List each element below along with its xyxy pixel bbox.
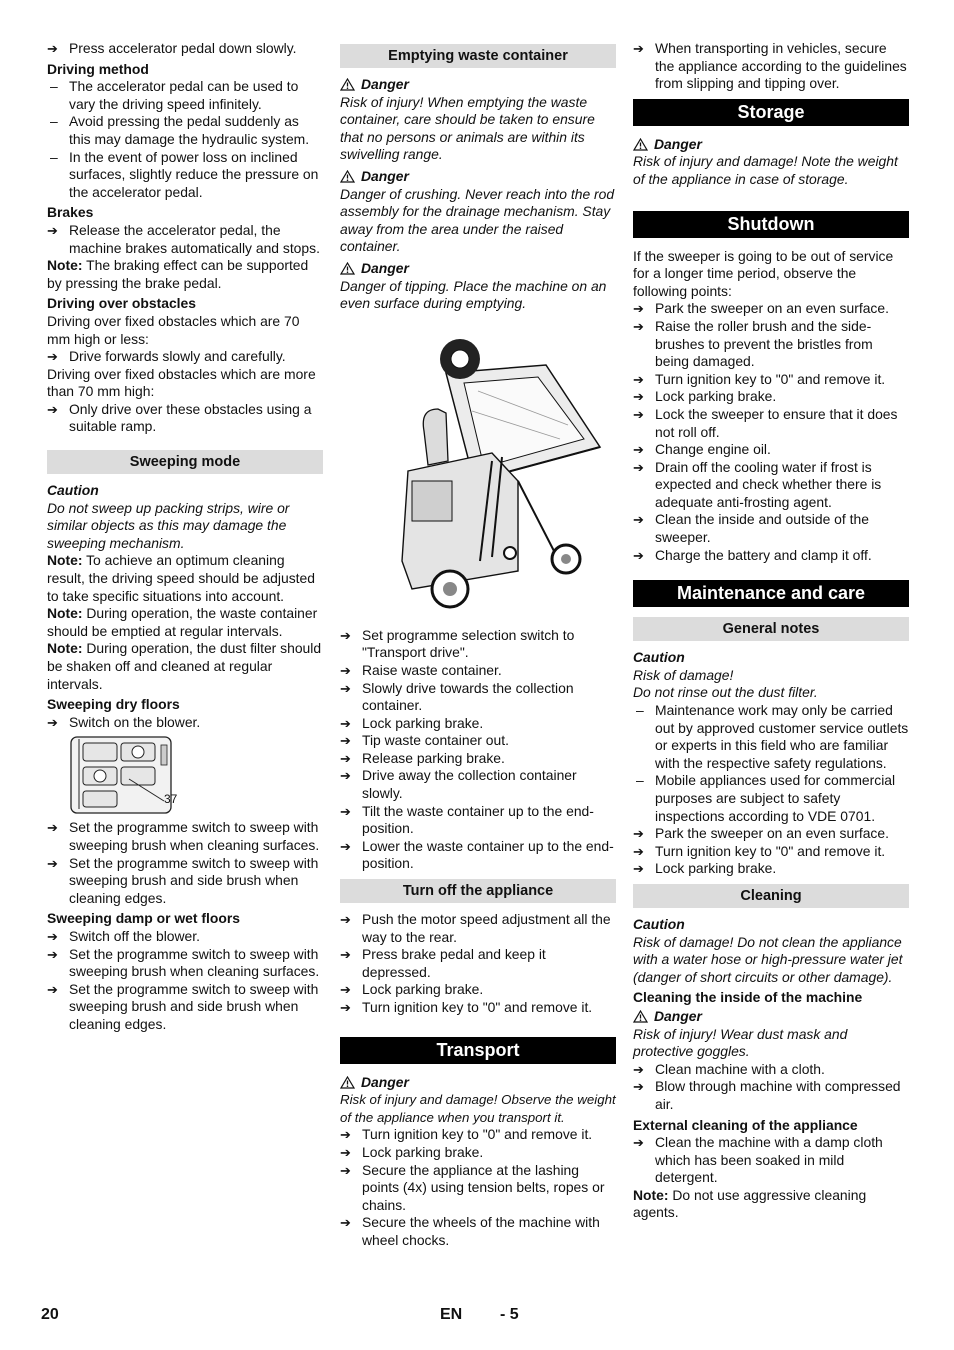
step-item: ➔ Only drive over these obstacles using a suitable ramp. bbox=[47, 400, 312, 435]
step-item: ➔ Drive forwards slowly and carefully. bbox=[47, 348, 286, 365]
step-item: ➔ When transporting in vehicles, secure the appliance according to the guidelines from slipping and tipping over. bbox=[633, 40, 907, 92]
arrow-icon: ➔ bbox=[633, 301, 644, 317]
step-item: ➔ Turn ignition key to "0" and remove it. bbox=[340, 999, 593, 1015]
step-item: ➔ Lock parking brake. bbox=[340, 981, 484, 998]
dash-icon: – bbox=[50, 113, 58, 130]
caution-label: Caution bbox=[633, 649, 685, 666]
control-panel-illustration bbox=[69, 735, 323, 817]
warning-triangle-icon bbox=[633, 1010, 648, 1023]
arrow-icon: ➔ bbox=[340, 662, 351, 678]
step-item: ➔ Set the programme switch to sweep with sweeping brush and side brush when cleaning edges. bbox=[47, 980, 319, 1032]
arrow-icon: ➔ bbox=[340, 680, 351, 696]
step-item: ➔ Raise waste container. bbox=[340, 661, 502, 678]
step-item: ➔ Drive away the collection container slowly. bbox=[340, 767, 577, 802]
list-item: – Maintenance work may only be carried out by approved customer service outlets or experts in this field who are familiar with the respective safety regulations. bbox=[636, 702, 909, 771]
arrow-icon: ➔ bbox=[633, 1079, 644, 1095]
danger-label: Danger bbox=[340, 76, 616, 94]
list-item: – The accelerator pedal can be used to vary the driving speed infinitely. bbox=[50, 78, 299, 112]
arrow-icon: ➔ bbox=[340, 750, 351, 766]
arrow-icon: ➔ bbox=[340, 1162, 351, 1178]
arrow-icon: ➔ bbox=[340, 627, 351, 643]
warning-triangle-icon bbox=[340, 78, 355, 91]
step-item: ➔ Switch off the blower. bbox=[47, 927, 201, 944]
arrow-icon: ➔ bbox=[47, 349, 58, 365]
arrow-icon: ➔ bbox=[633, 318, 644, 334]
warning-triangle-icon bbox=[340, 262, 355, 275]
turn-off-title: Turn off the appliance bbox=[340, 879, 616, 903]
step-item: ➔ Push the motor speed adjustment all the way to the rear. bbox=[340, 911, 611, 945]
caution-text: Risk of damage! bbox=[633, 666, 734, 683]
arrow-icon: ➔ bbox=[47, 41, 58, 56]
sweeper-emptying-illustration bbox=[340, 321, 616, 627]
step-item: ➔ Clean the machine with a damp cloth which has been soaked in mild detergent. bbox=[633, 1134, 883, 1186]
danger-label: Danger bbox=[340, 260, 616, 278]
arrow-icon: ➔ bbox=[633, 826, 644, 842]
step-item: ➔ Set the programme switch to sweep with sweeping brush when cleaning surfaces. bbox=[47, 819, 320, 853]
step-item: ➔ Press brake pedal and keep it depressed. bbox=[340, 946, 546, 980]
arrow-icon: ➔ bbox=[340, 1127, 351, 1143]
list-item: – Mobile appliances used for commercial purposes are subject to safety inspections according to VDE 0701. bbox=[636, 772, 896, 824]
arrow-icon: ➔ bbox=[633, 512, 644, 528]
column-3 bbox=[633, 40, 909, 1222]
arrow-icon: ➔ bbox=[47, 946, 58, 962]
arrow-icon: ➔ bbox=[47, 401, 58, 417]
body-text: Driving over fixed obstacles which are 70 mm high or less: bbox=[47, 312, 300, 347]
danger-text: Risk of injury! When emptying the waste container, care should be taken to ensure that no persons or animals are within its swivelling range. bbox=[340, 93, 595, 163]
arrow-icon: ➔ bbox=[47, 981, 58, 997]
transport-title: Transport bbox=[340, 1037, 616, 1064]
caution-text: Risk of damage! Do not clean the appliance with a water hose or high-pressure water jet (danger of short circuits or other damage). bbox=[633, 933, 903, 985]
note-text: Note: During operation, the dust filter should be shaken off and cleaned at regular intervals. bbox=[47, 640, 322, 692]
arrow-icon: ➔ bbox=[340, 803, 351, 819]
step-item: ➔ Lock the sweeper to ensure that it does not roll off. bbox=[633, 405, 898, 440]
arrow-icon: ➔ bbox=[633, 1061, 644, 1077]
step-item: ➔ Tip waste container out. bbox=[340, 732, 509, 749]
language-code: EN bbox=[440, 1306, 463, 1323]
arrow-icon: ➔ bbox=[47, 222, 58, 238]
brakes-heading: Brakes bbox=[47, 204, 94, 221]
step-item: ➔ Change engine oil. bbox=[633, 441, 771, 458]
danger-text: Danger of crushing. Never reach into the rod assembly for the drainage mechanism. Stay away from the area under the raised container. bbox=[340, 185, 615, 255]
arrow-icon: ➔ bbox=[47, 928, 58, 944]
danger-text: Risk of injury and damage! Note the weight of the appliance in case of storage. bbox=[633, 153, 898, 187]
sweeper-machine-figure bbox=[368, 321, 608, 621]
section-page-number: - 5 bbox=[500, 1306, 519, 1323]
sweeping-mode-title: Sweeping mode bbox=[47, 450, 323, 474]
step-item: ➔ Set the programme switch to sweep with sweeping brush and side brush when cleaning edges. bbox=[47, 854, 319, 906]
caution-text: Do not sweep up packing strips, wire or similar objects as this may damage the sweeping mechanism. bbox=[47, 499, 290, 551]
step-item: ➔ Clean the inside and outside of the sweeper. bbox=[633, 511, 869, 546]
body-text: Driving over fixed obstacles which are more than 70 mm high: bbox=[47, 365, 316, 400]
step-item: ➔ Release parking brake. bbox=[340, 749, 505, 766]
arrow-icon: ➔ bbox=[340, 733, 351, 749]
arrow-icon: ➔ bbox=[633, 861, 644, 877]
cleaning-inside-heading: Cleaning the inside of the machine bbox=[633, 989, 863, 1006]
arrow-icon: ➔ bbox=[633, 843, 644, 859]
obstacles-heading: Driving over obstacles bbox=[47, 295, 196, 312]
shutdown-title: Shutdown bbox=[633, 211, 909, 238]
page-number: 20 bbox=[41, 1306, 59, 1323]
arrow-icon: ➔ bbox=[633, 1135, 644, 1151]
arrow-icon: ➔ bbox=[47, 820, 58, 836]
arrow-icon: ➔ bbox=[633, 442, 644, 458]
caution-text: Do not rinse out the dust filter. bbox=[633, 684, 818, 701]
arrow-icon: ➔ bbox=[340, 912, 351, 928]
step-item: ➔ Lock parking brake. bbox=[633, 860, 777, 877]
callout-number: 37 bbox=[164, 792, 178, 807]
arrow-icon: ➔ bbox=[340, 1144, 351, 1160]
arrow-icon: ➔ bbox=[47, 855, 58, 871]
step-item: ➔ Turn ignition key to "0" and remove it. bbox=[340, 1126, 593, 1143]
arrow-icon: ➔ bbox=[47, 714, 58, 730]
arrow-icon: ➔ bbox=[633, 547, 644, 563]
danger-text: Danger of tipping. Place the machine on an even surface during emptying. bbox=[340, 277, 607, 312]
note-text: Note: Do not use aggressive cleaning agents. bbox=[633, 1186, 867, 1221]
step-item: ➔ Turn ignition key to "0" and remove it. bbox=[633, 370, 886, 387]
programme-switch-figure bbox=[69, 735, 209, 817]
external-cleaning-heading: External cleaning of the appliance bbox=[633, 1116, 858, 1133]
step-item: ➔ Lock parking brake. bbox=[340, 1143, 484, 1160]
arrow-icon: ➔ bbox=[633, 389, 644, 405]
note-text: Note: To achieve an optimum cleaning result, the driving speed should be adjusted to take specific situations into account. bbox=[47, 552, 315, 604]
danger-label: Danger bbox=[340, 1074, 616, 1092]
danger-label: Danger bbox=[340, 168, 616, 186]
arrow-icon: ➔ bbox=[340, 1215, 351, 1231]
dash-icon: – bbox=[50, 78, 58, 95]
arrow-icon: ➔ bbox=[340, 715, 351, 731]
step-item: ➔ Set the programme switch to sweep with sweeping brush when cleaning surfaces. bbox=[47, 945, 320, 980]
arrow-icon: ➔ bbox=[340, 838, 351, 854]
caution-label: Caution bbox=[633, 915, 685, 932]
step-item: ➔ Switch on the blower. bbox=[47, 713, 201, 730]
note-text: Note: The braking effect can be supported by pressing the brake pedal. bbox=[47, 257, 309, 291]
dash-icon: – bbox=[50, 148, 58, 165]
step-item: ➔ Drain off the cooling water if frost is expected and check whether there is adequate anti-frosting agent. bbox=[633, 458, 882, 510]
maintenance-title: Maintenance and care bbox=[633, 580, 909, 607]
danger-label: Danger bbox=[633, 136, 909, 154]
general-notes-title: General notes bbox=[633, 617, 909, 641]
step-item: ➔ Slowly drive towards the collection container. bbox=[340, 679, 574, 714]
body-text: If the sweeper is going to be out of service for a longer time period, observe the following points: bbox=[633, 247, 894, 299]
arrow-icon: ➔ bbox=[340, 1000, 351, 1015]
warning-triangle-icon bbox=[340, 1076, 355, 1089]
column-2 bbox=[340, 40, 616, 1250]
list-item: – In the event of power loss on inclined surfaces, slightly reduce the pressure on the accelerator pedal. bbox=[50, 148, 319, 200]
emptying-title: Emptying waste container bbox=[340, 44, 616, 68]
arrow-icon: ➔ bbox=[340, 947, 351, 963]
danger-text: Risk of injury! Wear dust mask and protective goggles. bbox=[633, 1025, 848, 1060]
step-item: ➔ Blow through machine with compressed air. bbox=[633, 1078, 901, 1112]
dash-icon: – bbox=[636, 772, 644, 789]
warning-triangle-icon bbox=[340, 170, 355, 183]
step-item: ➔ Release the accelerator pedal, the machine brakes automatically and stops. bbox=[47, 221, 320, 256]
arrow-icon: ➔ bbox=[633, 371, 644, 387]
arrow-icon: ➔ bbox=[340, 982, 351, 998]
caution-label: Caution bbox=[47, 482, 99, 499]
cleaning-title: Cleaning bbox=[633, 884, 909, 908]
dry-floors-heading: Sweeping dry floors bbox=[47, 696, 180, 713]
arrow-icon: ➔ bbox=[340, 768, 351, 784]
step-item: ➔ Lower the waste container up to the end-position. bbox=[340, 837, 614, 872]
danger-label: Danger bbox=[633, 1008, 909, 1026]
step-item: ➔ Lock parking brake. bbox=[633, 388, 777, 405]
step-item: ➔ Secure the appliance at the lashing points (4x) using tension belts, ropes or chains. bbox=[340, 1161, 605, 1213]
driving-method-heading: Driving method bbox=[47, 60, 149, 77]
step-item: ➔ Lock parking brake. bbox=[340, 714, 484, 731]
step-item: ➔ Turn ignition key to "0" and remove it. bbox=[633, 842, 886, 859]
step-item: ➔ Press accelerator pedal down slowly. bbox=[47, 40, 297, 56]
column-1 bbox=[47, 40, 323, 1034]
arrow-icon: ➔ bbox=[633, 459, 644, 475]
arrow-icon: ➔ bbox=[633, 406, 644, 422]
step-item: ➔ Tilt the waste container up to the end-position. bbox=[340, 802, 594, 837]
warning-triangle-icon bbox=[633, 138, 648, 151]
step-item: ➔ Secure the wheels of the machine with wheel chocks. bbox=[340, 1214, 600, 1248]
step-item: ➔ Charge the battery and clamp it off. bbox=[633, 546, 872, 563]
danger-text: Risk of injury and damage! Observe the weight of the appliance when you transport it. bbox=[340, 1092, 616, 1125]
step-item: ➔ Set programme selection switch to "Transport drive". bbox=[340, 626, 575, 661]
step-item: ➔ Raise the roller brush and the side-brushes to prevent the bristles from being damaged. bbox=[633, 317, 873, 370]
note-text: Note: During operation, the waste container should be emptied at regular intervals. bbox=[47, 605, 318, 639]
dash-icon: – bbox=[636, 702, 644, 719]
wet-floors-heading: Sweeping damp or wet floors bbox=[47, 910, 240, 927]
step-item: ➔ Clean machine with a cloth. bbox=[633, 1060, 825, 1077]
list-item: – Avoid pressing the pedal suddenly as this may damage the hydraulic system. bbox=[50, 113, 310, 147]
arrow-icon: ➔ bbox=[633, 41, 644, 56]
storage-title: Storage bbox=[633, 99, 909, 126]
step-item: ➔ Park the sweeper on an even surface. bbox=[633, 300, 889, 317]
step-item: ➔ Park the sweeper on an even surface. bbox=[633, 825, 889, 842]
